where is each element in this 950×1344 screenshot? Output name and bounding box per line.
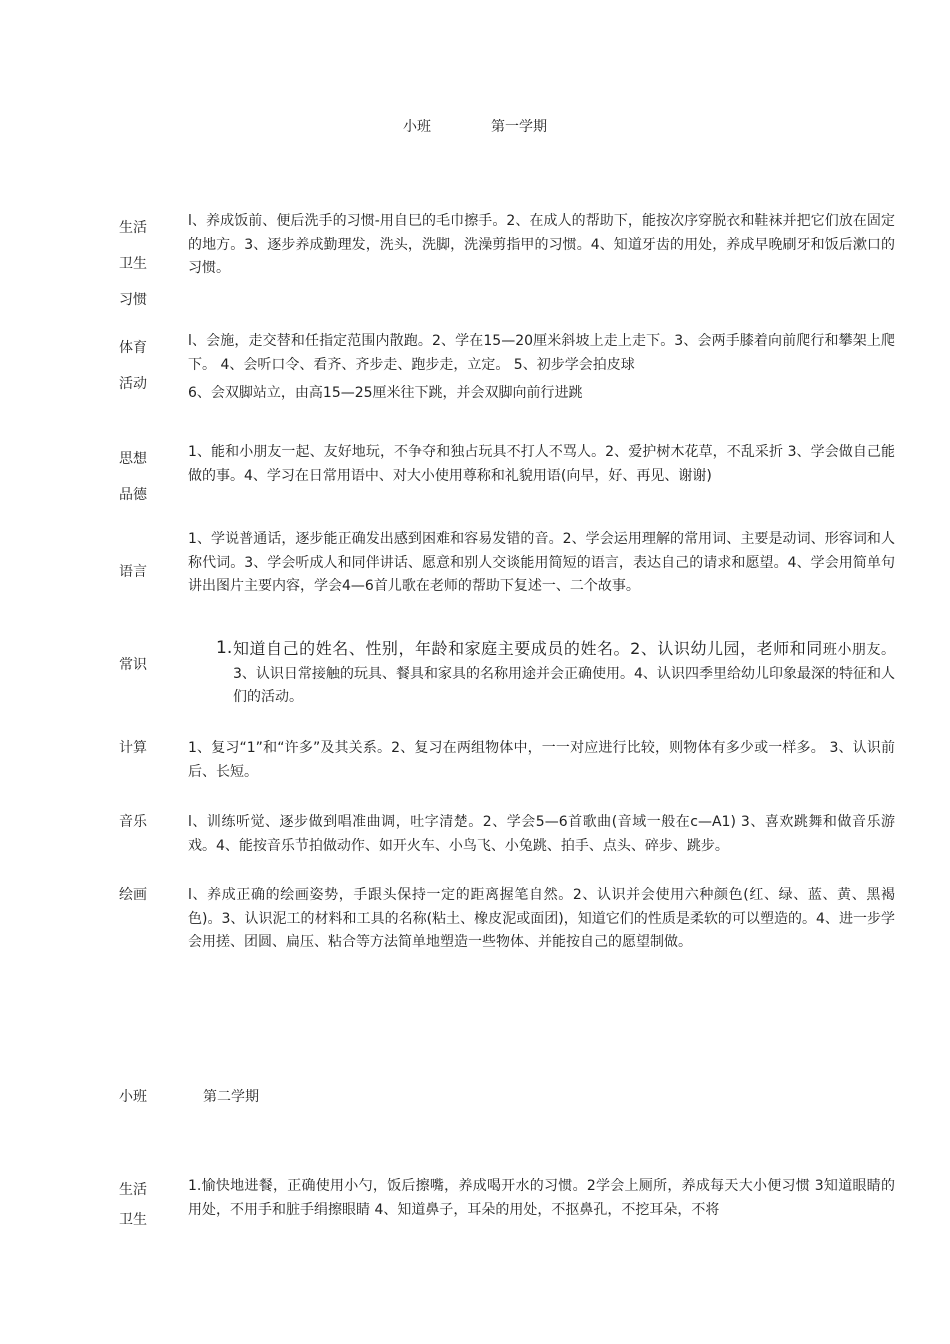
- term2-class: 小班: [119, 1089, 147, 1105]
- section-label: 常识: [119, 657, 147, 673]
- section-label: 绘画: [119, 887, 147, 903]
- section-label: 生活 卫生 习惯: [119, 220, 147, 308]
- section-text: 1.愉快地进餐，正确使用小勺，饭后擦嘴，养成喝开水的习惯。2学会上厕所，养成每天大小便习惯 3知道眼睛的用处，不用手和脏手绢擦眼睛 4、知道鼻子，耳朵的用处，不抠鼻孔，不挖耳朵，不将: [188, 1178, 895, 1218]
- section-text: l、训练听觉、逐步做到唱准曲调，吐字清楚。2、学会5—6首歌曲(音域一般在c—A1) 3、喜欢跳舞和做音乐游戏。4、能按音乐节拍做动作、如开火车、小鸟飞、小兔跳、拍手、点头、碎步、跳步。: [188, 814, 895, 854]
- term2-term: 第二学期: [203, 1089, 259, 1105]
- section-label: 音乐: [119, 814, 147, 830]
- term1-class: 小班: [403, 119, 431, 135]
- list-item: 1. 知道自己的姓名、性别，年龄和家庭主要成员的姓名。2、认识幼儿园，老师和同班小朋友。3、认识日常接触的玩具、餐具和家具的名称用途并会正确使用。4、认识四季里给幼儿印象最深的特征和人们的活动。: [216, 638, 895, 705]
- term2-title: [119, 1086, 259, 1106]
- term1-term: 第一学期: [491, 119, 547, 135]
- section-label: 思想 品德: [119, 451, 147, 503]
- list-number: 1.: [216, 638, 233, 658]
- section-text: 1、学说普通话，逐步能正确发出感到困难和容易发错的音。2、学会运用理解的常用词、主要是动词、形容词和人称代词。3、学会听成人和同伴讲话、愿意和别人交谈能用简短的语言，表达自己的请求和愿望。4、学会用简单句讲出图片主要内容，学会4—6首儿歌在老师的帮助下复述一、二个故事。: [188, 531, 895, 594]
- section-text: l、养成正确的绘画姿势，手跟头保持一定的距离握笔自然。2、认识并会使用六种颜色(红、绿、蓝、黄、黑褐色)。3、认识泥工的材料和工具的名称(粘土、橡皮泥或面团)，知道它们的性质是柔软的可以塑造的。4、进一步学会用搓、团圆、扁压、粘合等方法简单地塑造一些物体、并能按自己的愿望制做。: [188, 887, 895, 950]
- section-text: l、会施，走交替和任指定范围内散跑。2、学在15—20厘米斜坡上走上走下。3、会两手膝着向前爬行和攀架上爬下。 4、会听口令、看齐、齐步走、跑步走，立定。 5、初步学会拍皮球 6、会双脚站立，由高15—25厘米往下跳，并会双脚向前行进跳: [188, 330, 895, 406]
- section-label: 体育 活动: [119, 340, 147, 392]
- section-label: 计算: [119, 740, 147, 756]
- section-label: 生活 卫生: [119, 1182, 147, 1228]
- section-text: l、养成饭前、便后洗手的习惯-用自巳的毛巾擦手。2、在成人的帮助下，能按次序穿脱衣和鞋袜并把它们放在固定的地方。3、逐步养成勤理发，洗头，洗脚，洗澡剪指甲的习惯。4、知道牙齿的用处，养成早晚刷牙和饭后漱口的习惯。: [188, 213, 895, 276]
- section-text-2: 6、会双脚站立，由高15—25厘米往下跳，并会双脚向前行进跳: [188, 385, 583, 401]
- term1-title: [0, 116, 950, 136]
- section-text: 1、复习“1”和“许多”及其关系。2、复习在两组物体中，一一对应进行比较，则物体有多少或一样多。 3、认识前后、长短。: [188, 740, 895, 780]
- section-text: [188, 637, 895, 710]
- section-label: 语言: [119, 564, 147, 580]
- section-text: 1、能和小朋友一起、友好地玩，不争夺和独占玩具不打人不骂人。2、爱护树木花草，不乱采折 3、学会做自己能做的事。4、学习在日常用语中、对大小使用尊称和礼貌用语(向早，好、再见、谢谢): [188, 444, 895, 484]
